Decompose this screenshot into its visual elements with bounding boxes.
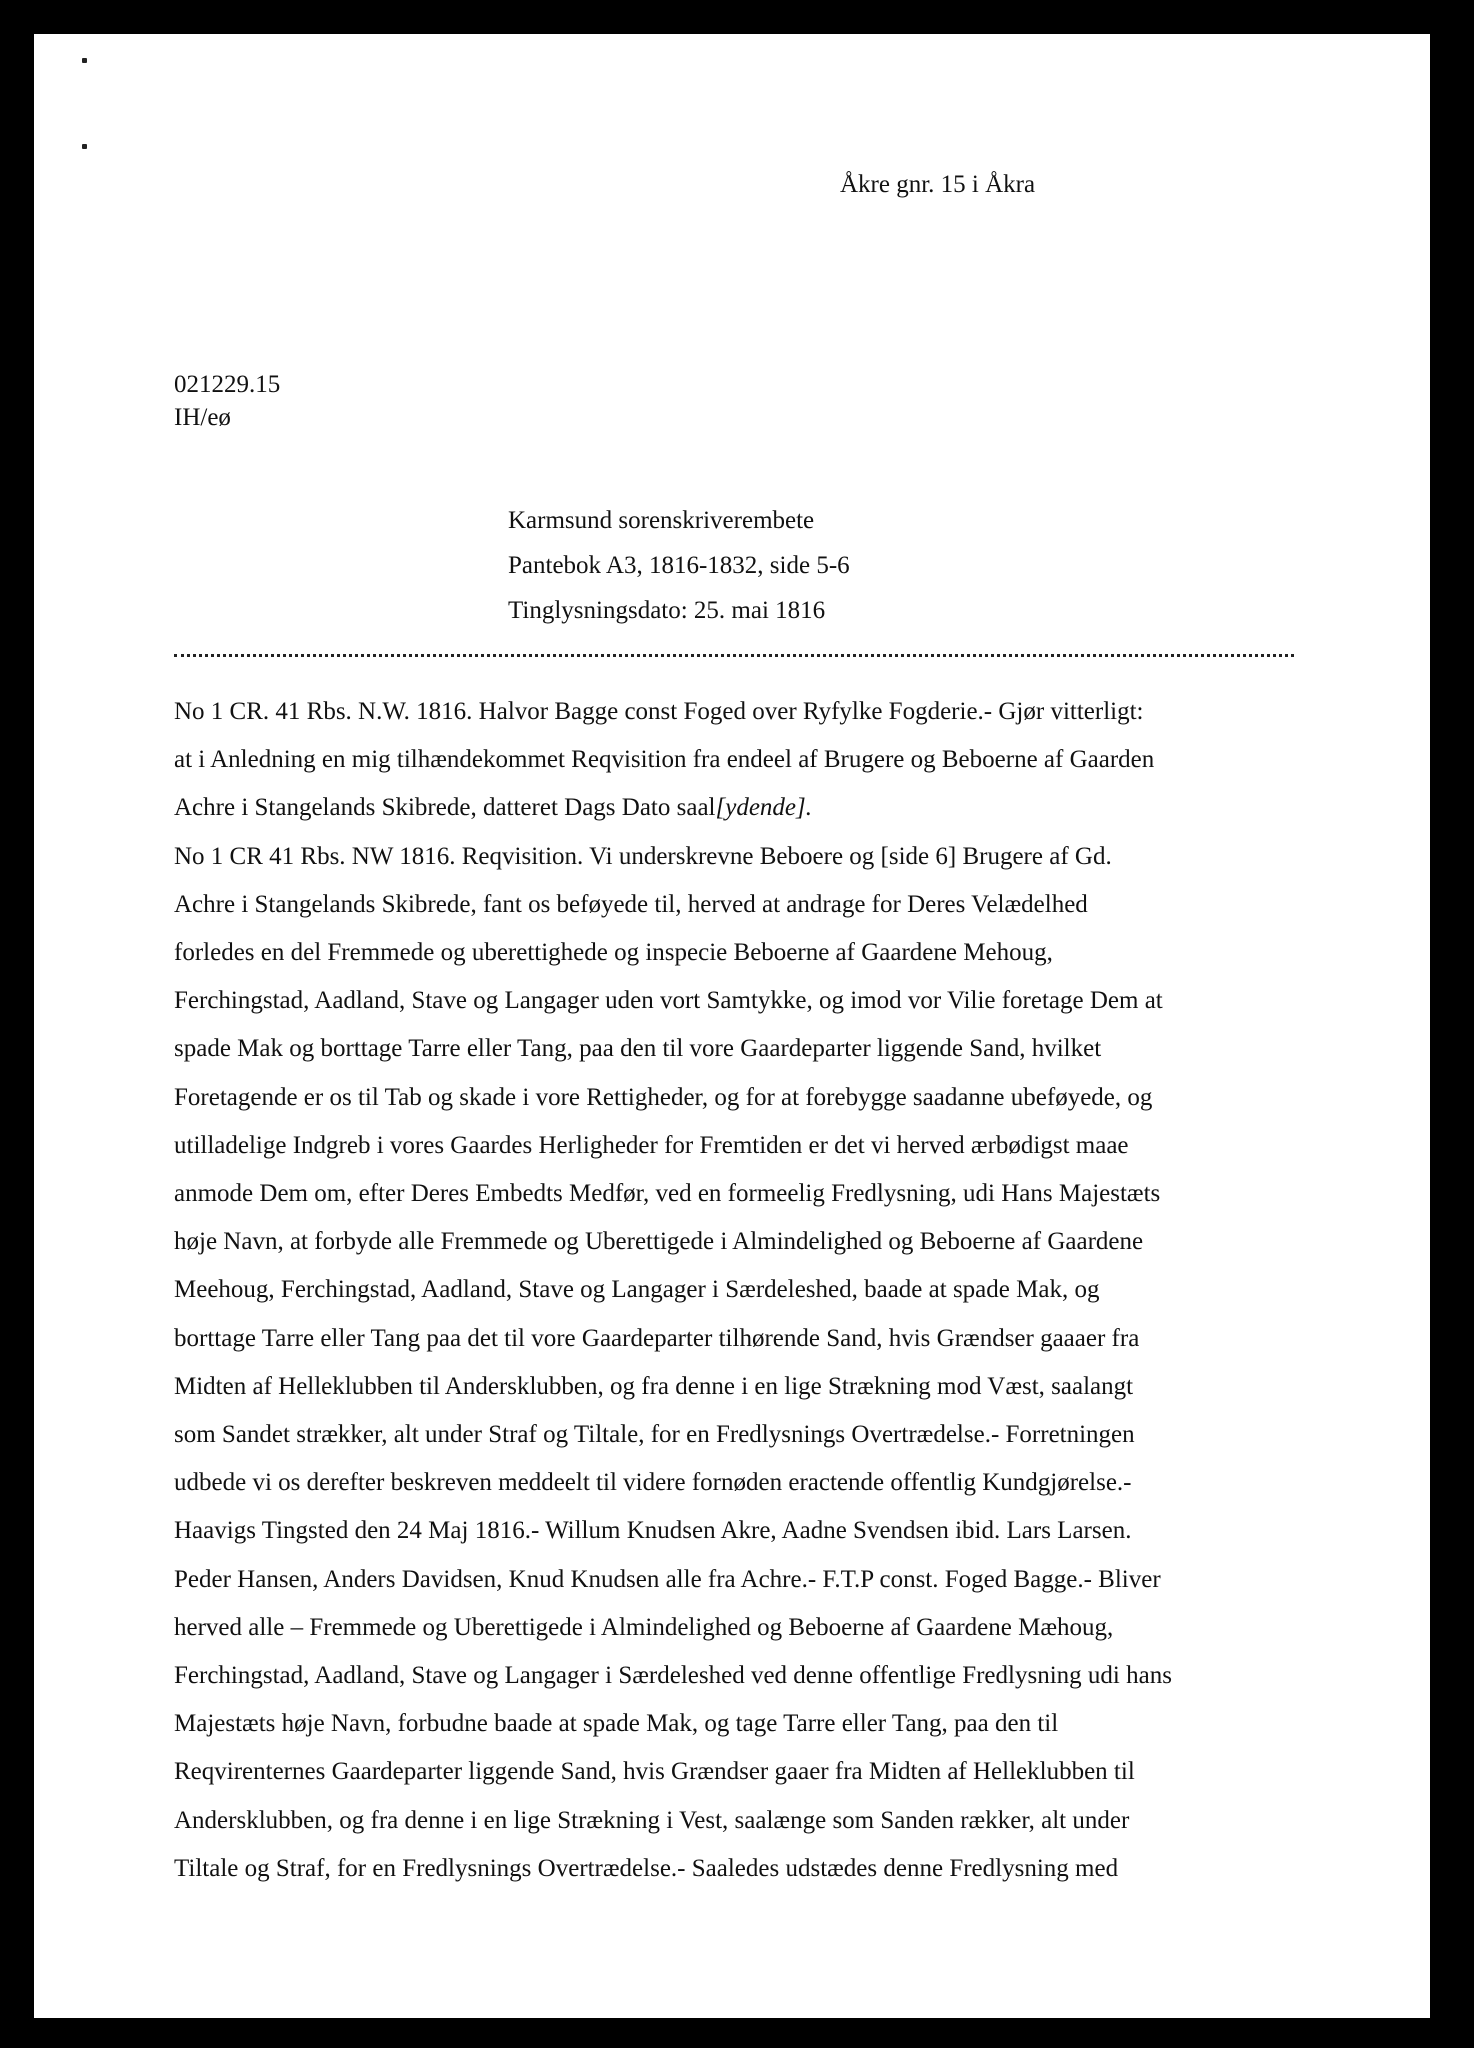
body-line: herved alle – Fremmede og Uberettigede i Almindelighed og Beboerne af Gaardene Mæhoug, xyxy=(174,1613,1114,1641)
body-line: forledes en del Fremmede og uberettighede og inspecie Beboerne af Gaardene Mehoug, xyxy=(174,939,1053,967)
body-line: Majestæts høje Navn, forbudne baade at spade Mak, og tage Tarre eller Tang, paa den til xyxy=(174,1710,1059,1738)
transcription-body xyxy=(174,688,1384,1893)
reference-block xyxy=(174,368,280,434)
body-line: Peder Hansen, Anders Davidsen, Knud Knudsen alle fra Achre.- F.T.P const. Foged Bagge.- Bliver xyxy=(174,1565,1161,1593)
body-line: Meehoug, Ferchingstad, Aadland, Stave og Langager i Særdeleshed, baade at spade Mak, og xyxy=(174,1276,1100,1304)
reference-code: 021229.15 xyxy=(174,371,281,398)
source-block xyxy=(508,498,850,633)
body-line: No 1 CR. 41 Rbs. N.W. 1816. Halvor Bagge const Foged over Ryfylke Fogderie.- Gjør vitterligt: xyxy=(174,698,1144,725)
body-line: Ferchingstad, Aadland, Stave og Langager i Særdeleshed ved denne offentlige Fredlysning udi hans xyxy=(174,1662,1172,1690)
body-line: Andersklubben, og fra denne i en lige Strækning i Vest, saalænge som Sanden rækker, alt under xyxy=(174,1806,1130,1834)
body-line: som Sandet strækker, alt under Straf og Tiltale, for en Fredlysnings Overtrædelse.- Forretningen xyxy=(174,1421,1135,1449)
body-line: Ferchingstad, Aadland, Stave og Langager uden vort Samtykke, og imod vor Vilie foretage Dem at xyxy=(174,987,1163,1015)
body-line: at i Anledning en mig tilhændekommet Reqvisition fra endeel af Brugere og Beboerne af Gaarden xyxy=(174,746,1155,774)
body-line: udbede vi os derefter beskreven meddeelt til videre fornøden eractende offentlig Kundgjørelse.- xyxy=(174,1469,1132,1497)
source-date: Tinglysningsdato: 25. mai 1816 xyxy=(508,597,826,624)
dotted-separator xyxy=(174,654,1294,657)
body-line: anmode Dem om, efter Deres Embedts Medfør, ved en formeelig Fredlysning, udi Hans Majestæts xyxy=(174,1180,1161,1208)
body-line: Achre i Stangelands Skibrede, fant os beføyede til, herved at andrage for Deres Velædelhed xyxy=(174,890,1088,918)
body-line: spade Mak og borttage Tarre eller Tang, paa den til vore Gaardeparter liggende Sand, hvilket xyxy=(174,1035,1102,1063)
body-line: No 1 CR 41 Rbs. NW 1816. Reqvisition. Vi underskrevne Beboere og [side 6] Brugere af Gd. xyxy=(174,842,1112,870)
editorial-insertion: [ydende]. xyxy=(715,794,812,822)
body-line: Tiltale og Straf, for en Fredlysnings Overtrædelse.- Saaledes udstædes denne Fredlysning med xyxy=(174,1854,1119,1882)
body-line: Reqvirenternes Gaardeparter liggende Sand, hvis Grændser gaaer fra Midten af Helleklubben til xyxy=(174,1758,1135,1786)
body-line: høje Navn, at forbyde alle Fremmede og Uberettigede i Almindelighed og Beboerne af Gaardene xyxy=(174,1228,1144,1256)
body-line: Haavigs Tingsted den 24 Maj 1816.- Willum Knudsen Akre, Aadne Svendsen ibid. Lars Larsen. xyxy=(174,1517,1132,1545)
body-line: Achre i Stangelands Skibrede, datteret Dags Dato saal[ydende]. xyxy=(174,794,812,822)
punch-mark xyxy=(82,58,87,63)
page-heading: Åkre gnr. 15 i Åkra xyxy=(840,171,1036,198)
document-page xyxy=(34,34,1430,2018)
source-book: Pantebok A3, 1816-1832, side 5-6 xyxy=(508,552,850,579)
body-line: utilladelige Indgreb i vores Gaardes Herligheder for Fremtiden er det vi herved ærbødigst maae xyxy=(174,1131,1129,1159)
punch-mark xyxy=(82,144,87,149)
reference-initials: IH/eø xyxy=(174,404,231,431)
source-office: Karmsund sorenskriverembete xyxy=(508,507,815,534)
body-line: Midten af Helleklubben til Andersklubben, og fra denne i en lige Strækning mod Væst, saalangt xyxy=(174,1372,1134,1400)
body-line: Foretagende er os til Tab og skade i vore Rettigheder, og for at forebygge saadanne ubeføyede, og xyxy=(174,1083,1153,1111)
body-line: borttage Tarre eller Tang paa det til vore Gaardeparter tilhørende Sand, hvis Grændser gaaaer fra xyxy=(174,1324,1140,1352)
